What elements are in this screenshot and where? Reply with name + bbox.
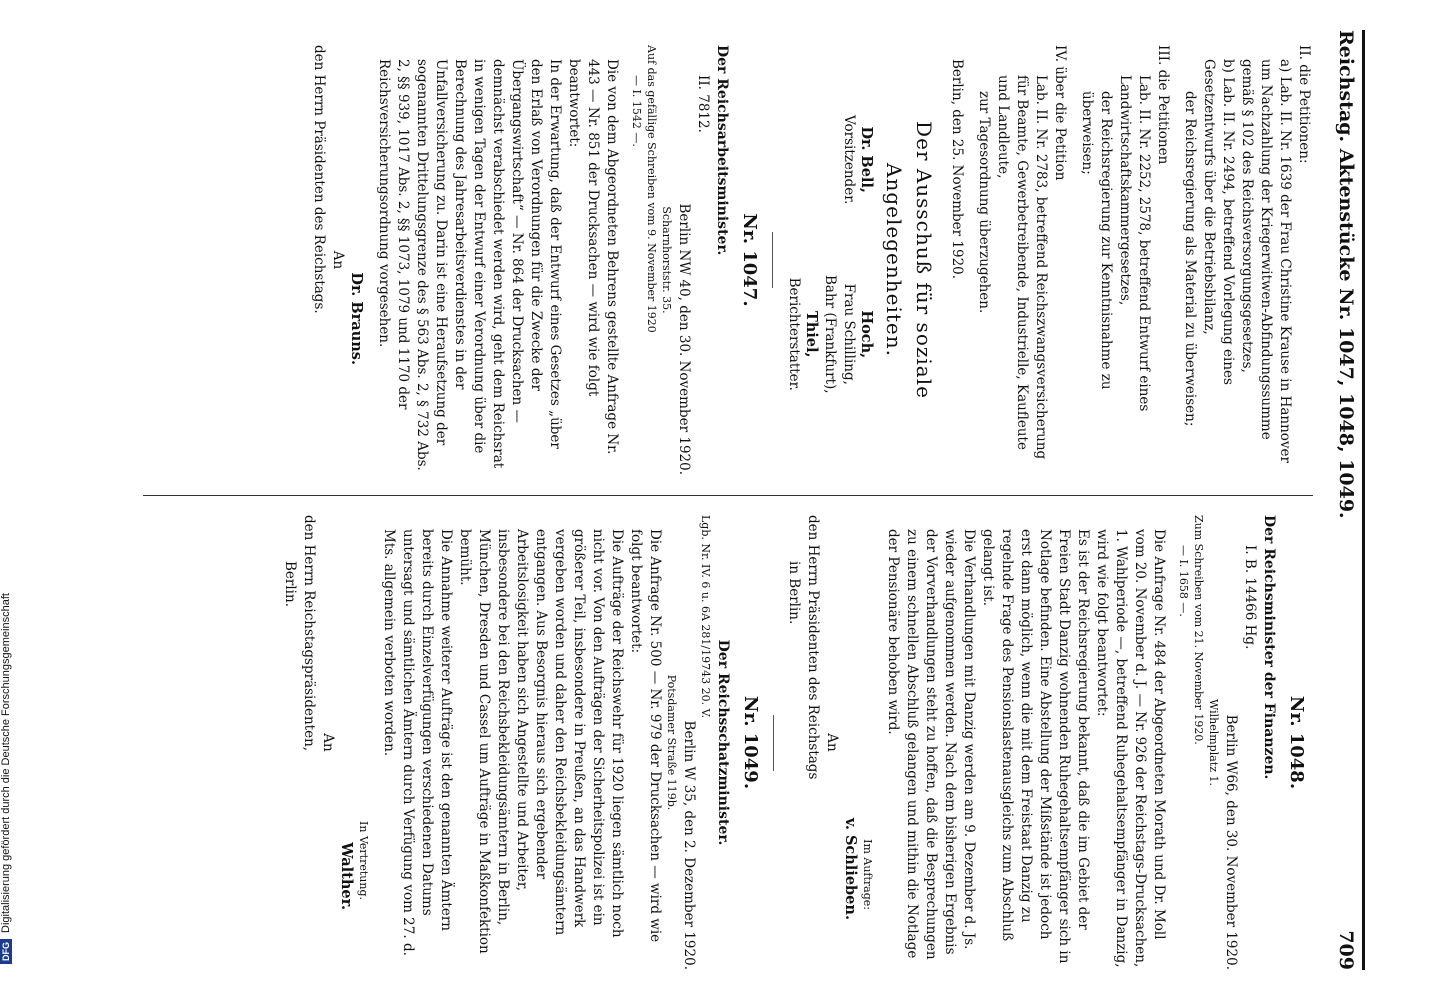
digitization-credit	[0, 0, 20, 1000]
item-ii-b: b) Lab. II. Nr. 2494, betreffend Vorlegung eines Gesetzentwurfs über die Betriebsbilanz,	[1201, 59, 1236, 385]
dfg-logo: DFG	[0, 939, 12, 964]
para2-1047: In der Erwartung, daß der Entwurf eines Gesetzes „über den Erlaß von Verordnungen für die Zwecke der Übergangswirtschaft“ — Nr. 864 der Drucksachen — demnächst verabschiedet werden wird, geht dem Reichsrat in wenigen Tagen der Entwurf einer Verordnung über die Berechnung des Jahresarbeitsverdienstes in der Unfallversicherung zu. Darin ist eine Heraufsetzung der sogenannten Drittelungsgrenze des § 563 Abs. 2, § 732 Abs. 2, §§ 939, 1017 Abs. 2, §§ 1073, 1079 und 1170 der Reichsversicherungsordnung vorgesehen.	[376, 59, 563, 471]
ministry-ref-1047: II. 7812.	[695, 75, 711, 133]
address-1048: Wilhelmplatz 1.	[1207, 698, 1220, 787]
recipient-city-1049: Berlin.	[282, 561, 298, 607]
ref-1049: Lgb. Nr. IV. 6 u. 6A 281/19743 20. V.	[699, 515, 712, 719]
rapporteur-3: Bahr (Frankfurt),	[822, 275, 838, 394]
doc-number-1047: Nr. 1047.	[739, 213, 760, 307]
ref-letter-1047: Auf das gefällige Schreiben vom 9. November 1920	[645, 45, 658, 333]
item-ii-b-cont: der Reichsregierung als Material zu überweisen;	[1182, 91, 1198, 427]
place-date-1047: Berlin NW 40, den 30. November 1920.	[676, 203, 692, 475]
recipient-1048: den Herrn Präsidenten des Reichstags	[805, 515, 821, 780]
para1-1048: Die Anfrage Nr. 484 der Abgeordneten Morath und Dr. Moll vom 20. November d. J. — Nr. 926 der Reichstags-Drucksachen, 1. Wahlperiode —, betreffend Ruhegehaltsempfänger in Danzig, wird wie folgt beantwortet:	[1094, 529, 1167, 968]
item-iii-cont: der Reichsregierung zur Kenntnisnahme zu überweisen;	[1079, 91, 1114, 390]
recipient-1047: den Herrn Präsidenten des Reichstags.	[311, 45, 327, 314]
committee-signatures	[783, 45, 879, 475]
para3-1049: Die Annahme weiterer Aufträge ist den genannten Ämtern bereits durch Einzelverfügungen verschiedenen Datums untersagt und sämtlichen Ämtern durch Verfügung vom 27. d. Mts. allgemein verboten worden.	[381, 529, 454, 956]
address-1049: Potsdamer Straße 119b.	[665, 674, 678, 811]
left-column	[143, 45, 1313, 475]
para2-1048: Es ist der Reichsregierung bekannt, daß die im Gebiet der Freien Stadt Danzig wohnenden Ruhegehaltsempfänger sich in Notlage befinden. Eine Abstellung der Mißstände ist jedoch erst dann möglich, wenn die mit dem Freistaat Danzig zu regelnde Frage des Pensionslastenausgleichs zum Abschluß gelangt ist.	[980, 529, 1091, 964]
to-1049: An	[320, 733, 336, 752]
date-line: Berlin, den 25. November 1920.	[949, 59, 965, 280]
rapporteur-2: Frau Schilling,	[841, 283, 857, 385]
address-1047: Scharnhorststr. 35.	[660, 206, 673, 314]
signature-1048: v. Schlieben.	[842, 817, 859, 920]
rapporteur-block	[784, 275, 875, 394]
ministry-1048: Der Reichsminister der Finanzen.	[1261, 515, 1277, 780]
chair-block	[839, 115, 875, 204]
doc-number-1049: Nr. 1049.	[740, 695, 761, 790]
rapporteur-1: Hoch,	[858, 310, 875, 359]
separator-2	[773, 715, 774, 771]
place-date-1049: Berlin W 35, den 2. Dezember 1920.	[681, 720, 697, 970]
item-iv-cont: zur Tagesordnung überzugehen.	[976, 91, 992, 314]
item-ii-a: a) Lab. II. Nr. 1639 der Frau Christine Krause in Hannover um Nachzahlung der Kriegerwitwen-Abfindungssumme gemäß § 102 des Reichsversorgungsgesetzes,	[1239, 59, 1293, 463]
item-iii: III. die Petitionen	[1155, 45, 1171, 165]
item-ii: II. die Petitionen:	[1296, 45, 1312, 164]
separator	[772, 232, 773, 288]
para3-1048: Die Verhandlungen mit Danzig werden am 9. Dezember d. Js. wieder aufgenommen werden. Nach dem bisherigen Ergebnis der Vorverhandlungen steht zu hoffen, daß die Besprechungen zu einem schnellen Abschluß gelangen und mithin die Notlage der Pensionäre behoben wird.	[885, 529, 977, 960]
ministry-1047: Der Reichsarbeitsminister.	[714, 45, 730, 256]
to-1048: An	[824, 733, 840, 752]
on-behalf-1049: In Vertretung.	[357, 821, 370, 900]
ministry-ref-1048: I. B. 14466 Hg.	[1242, 545, 1258, 650]
para1-1049: Die Anfrage Nr. 500 — Nr. 979 der Drucksachen — wird wie folgt beantwortet:	[628, 529, 663, 943]
item-iv: IV. über die Petition	[1052, 45, 1068, 181]
doc-number-1048: Nr. 1048.	[1286, 695, 1307, 790]
right-column	[143, 515, 1313, 970]
header-rule	[1362, 30, 1365, 970]
to-1047: An	[330, 250, 346, 270]
recipient-city-1048: in Berlin.	[786, 561, 802, 625]
recipient-1049: den Herrn Reichstagspräsidenten,	[301, 515, 317, 752]
para1-1047: Die von dem Abgeordneten Behrens gestellte Anfrage Nr. 443 — Nr. 851 der Drucksachen — wird wie folgt beantwortet:	[566, 59, 620, 455]
rapporteur-4: Thiel,	[803, 310, 820, 358]
column-divider	[143, 495, 1313, 496]
rapporteur-role: Berichterstatter.	[786, 277, 802, 391]
chair-role: Vorsitzender.	[841, 115, 857, 205]
on-behalf-1048: Im Auftrage:	[861, 839, 874, 910]
page-number: 709	[1335, 930, 1357, 970]
chair-name: Dr. Bell,	[858, 126, 875, 193]
item-iii-text: Lab. II. Nr. 2252, 2578, betreffend Entwurf eines Landwirtschaftskammergesetzes,	[1117, 75, 1152, 412]
ref-no-1048: — I. 1658 —.	[1177, 545, 1190, 617]
place-date-1048: Berlin W66, den 30. November 1920.	[1223, 714, 1239, 970]
committee-name: Der Ausschuß für soziale Angelegenheiten.	[882, 121, 936, 399]
page-header	[1325, 30, 1359, 970]
header-title: Reichstag. Aktenstücke Nr. 1047, 1048, 1049.	[1335, 30, 1357, 519]
para2-1049: Die Aufträge der Reichswehr für 1920 liegen sämtlich noch nicht vor. Von den Aufträgen der Sicherheitspolizei ist ein größerer Teil, insbesondere in Preußen, an das Handwerk vergeben worden und daher den Reichsbekleidungsämtern entgangen. Aus Besorgnis hieraus sich ergebender Arbeitslosigkeit haben sich Angestellte und Arbeiter, insbesondere bei den Reichsbekleidungsämtern in Berlin, München, Dresden und Cassel um Aufträge in Maßkonfektion bemüht.	[457, 529, 625, 954]
item-iv-text: Lab. II. Nr. 2783, betreffend Reichszwangsversicherung für Beamte, Gewerbetreibende, Industrielle, Kaufleute und Landleute,	[995, 75, 1049, 460]
ref-no-1047: — I. 1542 —.	[630, 75, 643, 147]
signature-1047: Dr. Brauns.	[348, 272, 365, 365]
ref-letter-1048: Zum Schreiben vom 21. November 1920.	[1192, 515, 1205, 745]
signature-1049: Walther.	[338, 842, 355, 910]
ministry-1049: Der Reichsschatzminister.	[715, 639, 731, 846]
credit-text: Digitalisierung gefördert durch die Deutsche Forschungsgemeinschaft	[0, 593, 12, 933]
page-content	[115, 0, 1365, 1000]
